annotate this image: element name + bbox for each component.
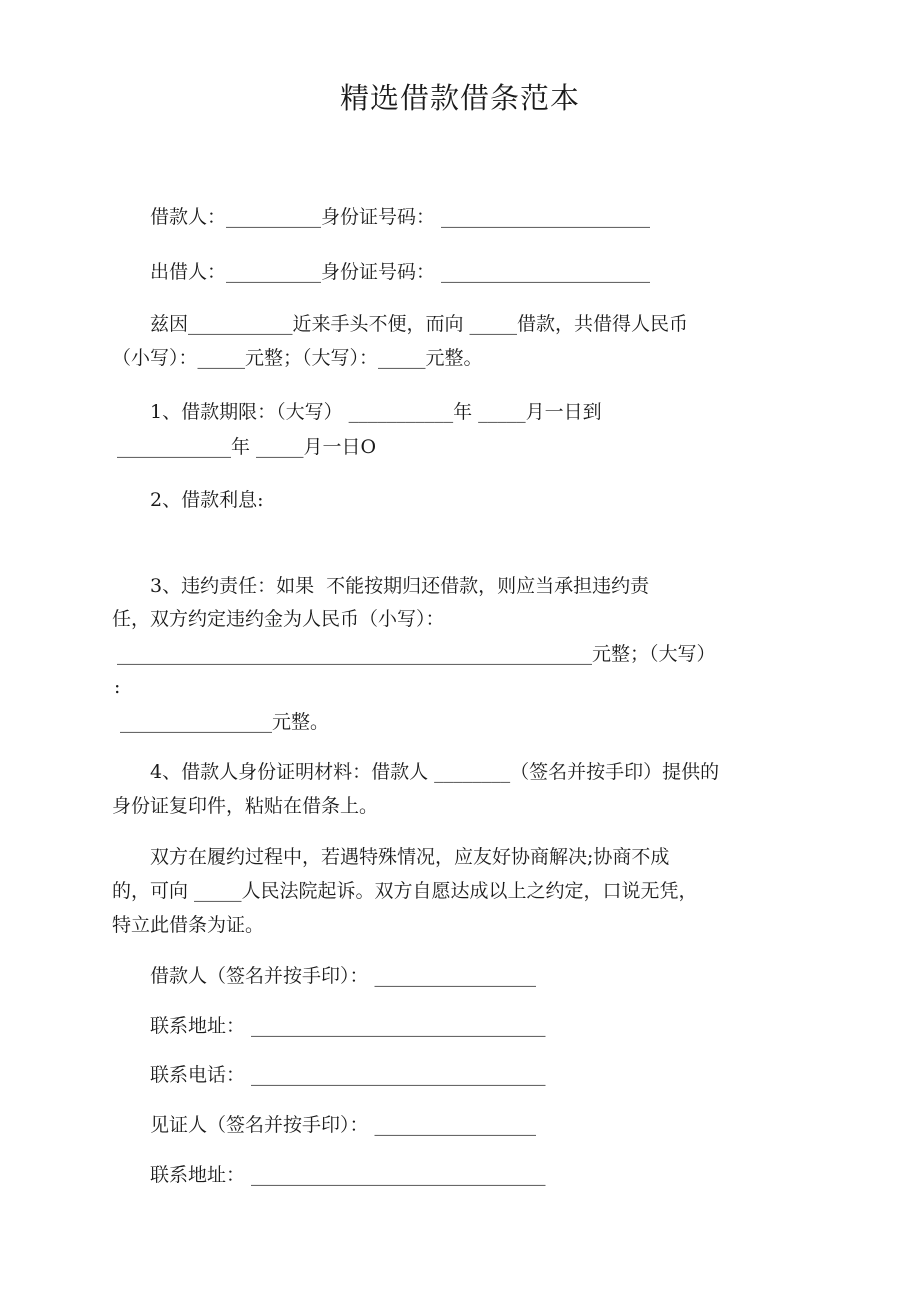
interest-clause: 2、借款利息:: [150, 489, 264, 511]
loan-amount-line: （小写）：_____元整；（大写）：_____元整。: [112, 347, 483, 369]
default-clause-line-2: 任，双方约定违约金为人民币（小写）：: [112, 608, 445, 630]
loan-reason-line: 兹因___________近来手头不便，而向 _____借款，共借得人民币: [150, 313, 689, 335]
borrower-address-line: 联系地址： _______________________________: [150, 1015, 546, 1037]
borrower-signature-line: 借款人（签名并按手印）： _________________: [150, 965, 537, 987]
dispute-clause-line-1: 双方在履约过程中，若遇特殊情况，应友好协商解决;协商不成: [150, 846, 670, 868]
id-material-clause-line-1: 4、借款人身份证明材料：借款人 ________（签名并按手印）提供的: [150, 761, 720, 783]
default-clause-line-3: __________________________________________________元整；（大写）: [117, 643, 716, 665]
default-clause-line-1: 3、违约责任：如果 不能按期归还借款，则应当承担违约责: [150, 575, 650, 597]
document-title: 精选借款借条范本: [339, 81, 580, 115]
borrower-phone-line: 联系电话： _______________________________: [150, 1064, 546, 1086]
lender-id-line: 出借人：__________身份证号码： ______________________: [150, 261, 651, 283]
dispute-clause-line-2: 的，可向 _____人民法院起诉。双方自愿达成以上之约定，口说无凭，: [112, 880, 698, 902]
borrower-id-line: 借款人：__________身份证号码： ______________________: [150, 206, 651, 228]
dispute-clause-line-3: 特立此借条为证。: [112, 914, 265, 936]
witness-address-line: 联系地址： _______________________________: [150, 1164, 546, 1186]
term-clause-line-2: ____________年 _____月一日O: [117, 436, 377, 458]
default-clause-line-5: ________________元整。: [120, 711, 330, 733]
term-clause-line-1: 1、借款期限：（大写） ___________年 _____月一日到: [150, 401, 602, 423]
witness-signature-line: 见证人（签名并按手印）： _________________: [150, 1114, 537, 1136]
id-material-clause-line-2: 身份证复印件，粘贴在借条上。: [112, 795, 379, 817]
default-clause-line-4: :: [114, 676, 121, 698]
